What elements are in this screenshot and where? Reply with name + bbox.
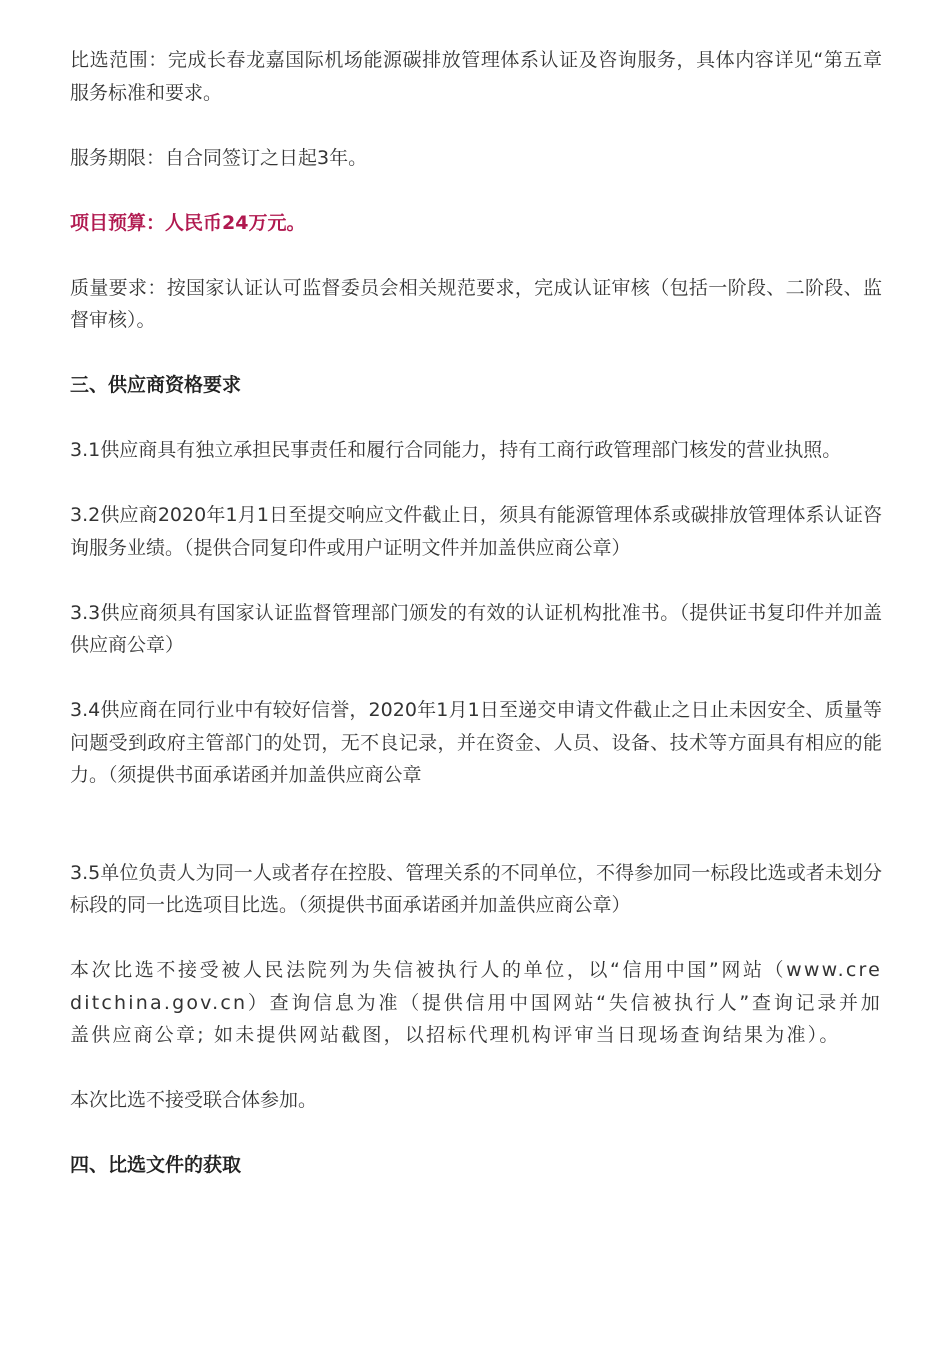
section-4-heading: 四、比选文件的获取: [70, 1154, 242, 1176]
requirement-3-1: 3.1供应商具有独立承担民事责任和履行合同能力，持有工商行政管理部门核发的营业执照。: [70, 439, 842, 461]
credit-note-paragraph: 本次比选不接受被人民法院列为失信被执行人的单位，以“信用中国”网站（www.creditchina.gov.cn）查询信息为准（提供信用中国网站“失信被执行人”查询记录并加盖供应商公章; 如未提供网站截图，以招标代理机构评审当日现场查询结果为准）。: [70, 959, 882, 1046]
requirement-3-4: 3.4供应商在同行业中有较好信誉，2020年1月1日至递交申请文件截止之日止未因安全、质量等问题受到政府主管部门的处罚，无不良记录，并在资金、人员、设备、技术等方面具有相应的能力。（须提供书面承诺函并加盖供应商公章: [70, 699, 882, 786]
consortium-note-paragraph: 本次比选不接受联合体参加。: [70, 1089, 318, 1111]
budget-paragraph: 项目预算：人民币24万元。: [70, 211, 306, 234]
quality-paragraph: 质量要求：按国家认证认可监督委员会相关规范要求，完成认证审核（包括一阶段、二阶段、监督审核）。: [70, 276, 882, 331]
service-period-paragraph: 服务期限：自合同签订之日起3年。: [70, 146, 368, 169]
requirement-3-3: 3.3供应商须具有国家认证监督管理部门颁发的有效的认证机构批准书。（提供证书复印件并加盖供应商公章）: [70, 601, 882, 656]
requirement-3-2: 3.2供应商2020年1月1日至提交响应文件截止日，须具有能源管理体系或碳排放管理体系认证咨询服务业绩。（提供合同复印件或用户证明文件并加盖供应商公章）: [70, 504, 882, 559]
scope-paragraph: 比选范围：完成长春龙嘉国际机场能源碳排放管理体系认证及咨询服务，具体内容详见“第五章 服务标准和要求。: [70, 49, 882, 104]
requirement-3-5: 3.5单位负责人为同一人或者存在控股、管理关系的不同单位，不得参加同一标段比选或者未划分标段的同一比选项目比选。（须提供书面承诺函并加盖供应商公章）: [70, 861, 882, 916]
document-page: [70, 44, 882, 1182]
section-3-heading: 三、供应商资格要求: [70, 374, 242, 396]
